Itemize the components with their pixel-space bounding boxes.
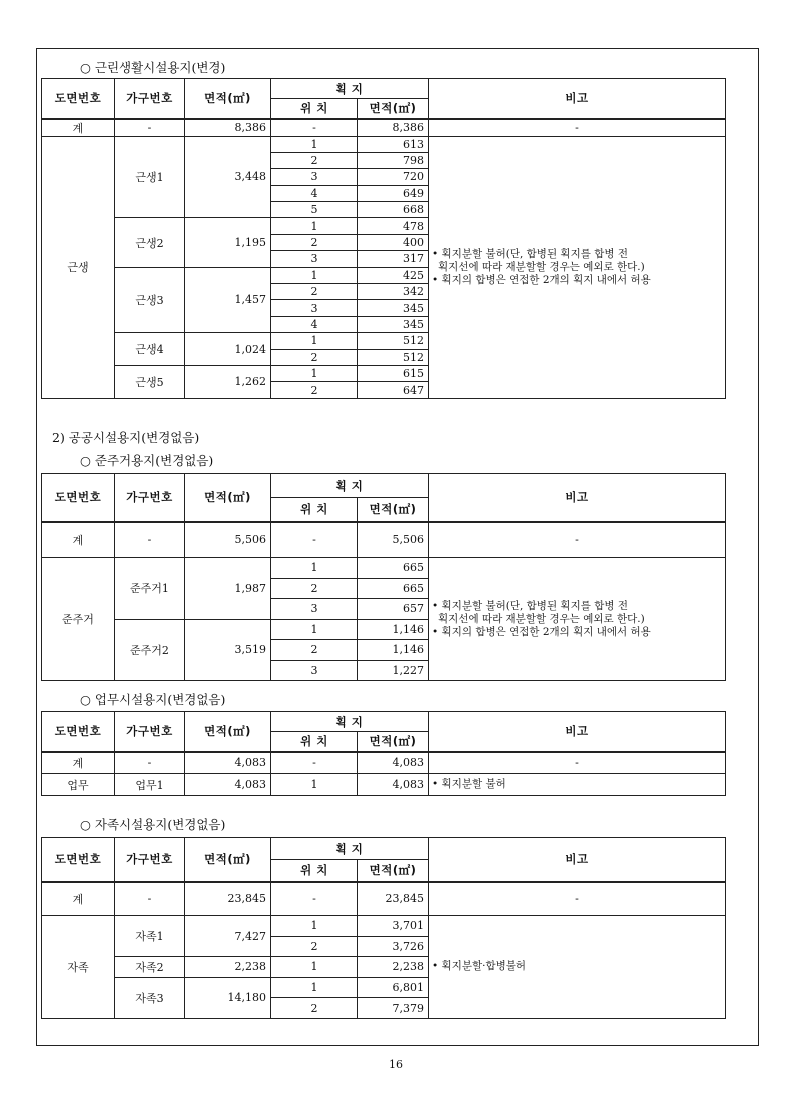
lot-position: 3 [271,169,358,185]
block-name: 근생5 [115,365,185,398]
col-lot: 획 지 [271,474,429,498]
block-name: 업무1 [115,774,185,796]
total-cell: - [429,882,726,916]
note-line: 획지선에 따라 재분할할 경우는 예외로 한다.) [438,260,645,273]
lot-area: 2,238 [358,957,429,978]
total-cell: 4,083 [358,752,429,774]
block-name: 근생4 [115,333,185,366]
lot-position: 1 [271,916,358,937]
lot-area: 649 [358,185,429,201]
lot-area: 665 [358,578,429,599]
lot-position: 1 [271,957,358,978]
block-area: 1,262 [185,365,271,398]
block-area: 1,195 [185,218,271,267]
block-area: 4,083 [185,774,271,796]
group-label: 준주거 [42,558,115,681]
lot-position: 2 [271,640,358,661]
lot-position: 5 [271,202,358,218]
total-cell: 5,506 [185,522,271,558]
lot-position: 2 [271,284,358,300]
col-area: 면적(㎡) [185,838,271,882]
col-drawing-no: 도면번호 [42,838,115,882]
total-cell: - [115,882,185,916]
lot-position: 2 [271,998,358,1019]
lot-area: 720 [358,169,429,185]
block-name: 근생2 [115,218,185,267]
group-label: 업무 [42,774,115,796]
total-cell: - [115,522,185,558]
block-area: 1,987 [185,558,271,620]
lot-position: 2 [271,578,358,599]
group-label: 자족 [42,916,115,1019]
col-lot-area: 면적(㎡) [358,498,429,522]
note-line: • 획지분할 불허(단, 합병된 획지를 합병 전 [432,599,628,612]
section-title: ○ 근린생활시설용지(변경) [80,60,226,75]
col-location: 위 치 [271,860,358,882]
lot-position: 1 [271,218,358,234]
lot-area: 342 [358,284,429,300]
lot-area: 425 [358,267,429,283]
block-name: 자족1 [115,916,185,957]
lot-position: 3 [271,660,358,681]
table-business [41,711,726,796]
lot-area: 665 [358,558,429,579]
lot-position: 2 [271,234,358,250]
lot-position: 3 [271,599,358,620]
lot-area: 613 [358,136,429,152]
col-location: 위 치 [271,498,358,522]
lot-area: 345 [358,316,429,332]
total-cell: 23,845 [358,882,429,916]
lot-area: 615 [358,365,429,381]
total-cell: - [271,752,358,774]
section-title: ○ 업무시설용지(변경없음) [80,692,226,707]
remark-notes [429,558,726,681]
table-row [42,136,726,152]
table-semi-residential [41,473,726,681]
lot-position: 1 [271,774,358,796]
remark-note: • 획지분할·합병불허 [429,916,726,1019]
lot-position: 2 [271,349,358,365]
total-cell: - [271,882,358,916]
lot-position: 1 [271,365,358,381]
block-name: 준주거2 [115,619,185,681]
total-cell: 4,083 [185,752,271,774]
lot-position: 2 [271,152,358,168]
total-row [42,882,726,916]
lot-position: 4 [271,316,358,332]
lot-position: 2 [271,382,358,398]
lot-area: 6,801 [358,977,429,998]
table-row [42,774,726,796]
total-cell: - [271,522,358,558]
note-line: 획지선에 따라 재분할할 경우는 예외로 한다.) [438,612,645,625]
col-lot: 획 지 [271,712,429,732]
total-label: 계 [42,882,115,916]
table-commercial [41,78,726,399]
total-label: 계 [42,752,115,774]
total-cell: - [115,119,185,137]
lot-area: 3,701 [358,916,429,937]
total-cell: 8,386 [358,119,429,137]
lot-area: 400 [358,234,429,250]
note-line: • 획지분할 불허(단, 합병된 획지를 합병 전 [432,247,628,260]
remark-notes [429,136,726,398]
note-line: • 획지의 합병은 연접한 2개의 획지 내에서 허용 [432,273,651,286]
col-block-no: 가구번호 [115,79,185,119]
col-block-no: 가구번호 [115,838,185,882]
total-cell: 5,506 [358,522,429,558]
total-cell: 8,386 [185,119,271,137]
total-cell: - [115,752,185,774]
col-block-no: 가구번호 [115,712,185,752]
lot-area: 1,146 [358,640,429,661]
col-lot-area: 면적(㎡) [358,860,429,882]
total-row [42,522,726,558]
block-name: 자족3 [115,977,185,1018]
lot-area: 647 [358,382,429,398]
col-lot-area: 면적(㎡) [358,99,429,119]
col-remark: 비고 [429,474,726,522]
col-lot: 획 지 [271,838,429,860]
block-name: 근생3 [115,267,185,333]
lot-area: 512 [358,349,429,365]
lot-position: 1 [271,558,358,579]
table-row [42,558,726,579]
lot-area: 317 [358,251,429,267]
block-name: 근생1 [115,136,185,218]
block-name: 준주거1 [115,558,185,620]
col-area: 면적(㎡) [185,79,271,119]
col-remark: 비고 [429,838,726,882]
lot-position: 1 [271,619,358,640]
block-area: 2,238 [185,957,271,978]
lot-position: 3 [271,251,358,267]
lot-area: 3,726 [358,936,429,957]
total-label: 계 [42,522,115,558]
block-area: 1,024 [185,333,271,366]
block-area: 3,519 [185,619,271,681]
lot-area: 1,227 [358,660,429,681]
lot-area: 1,146 [358,619,429,640]
total-cell: - [429,119,726,137]
remark-note: • 획지분할 불허 [429,774,726,796]
total-cell: - [271,119,358,137]
lot-area: 478 [358,218,429,234]
total-row [42,752,726,774]
col-drawing-no: 도면번호 [42,712,115,752]
lot-position: 1 [271,333,358,349]
lot-area: 798 [358,152,429,168]
block-name: 자족2 [115,957,185,978]
lot-area: 7,379 [358,998,429,1019]
col-block-no: 가구번호 [115,474,185,522]
col-location: 위 치 [271,732,358,752]
total-cell: - [429,752,726,774]
table-row [42,916,726,937]
block-area: 14,180 [185,977,271,1018]
section-heading: 2) 공공시설용지(변경없음) [52,430,200,445]
block-area: 3,448 [185,136,271,218]
block-area: 7,427 [185,916,271,957]
lot-position: 4 [271,185,358,201]
col-lot-area: 면적(㎡) [358,732,429,752]
col-area: 면적(㎡) [185,474,271,522]
col-remark: 비고 [429,79,726,119]
col-location: 위 치 [271,99,358,119]
lot-position: 2 [271,936,358,957]
col-area: 면적(㎡) [185,712,271,752]
total-cell: 23,845 [185,882,271,916]
lot-area: 4,083 [358,774,429,796]
col-remark: 비고 [429,712,726,752]
lot-position: 1 [271,267,358,283]
note-line: • 획지의 합병은 연접한 2개의 획지 내에서 허용 [432,625,651,638]
total-label: 계 [42,119,115,137]
lot-position: 1 [271,136,358,152]
section-title: ○ 준주거용지(변경없음) [80,453,214,468]
lot-position: 3 [271,300,358,316]
lot-area: 668 [358,202,429,218]
page-number: 16 [389,1058,403,1071]
total-row [42,119,726,137]
lot-area: 345 [358,300,429,316]
block-area: 1,457 [185,267,271,333]
group-label: 근생 [42,136,115,398]
col-drawing-no: 도면번호 [42,79,115,119]
lot-area: 512 [358,333,429,349]
section-title: ○ 자족시설용지(변경없음) [80,817,226,832]
table-self-sufficiency [41,837,726,1019]
col-drawing-no: 도면번호 [42,474,115,522]
total-cell: - [429,522,726,558]
lot-position: 1 [271,977,358,998]
col-lot: 획 지 [271,79,429,99]
lot-area: 657 [358,599,429,620]
